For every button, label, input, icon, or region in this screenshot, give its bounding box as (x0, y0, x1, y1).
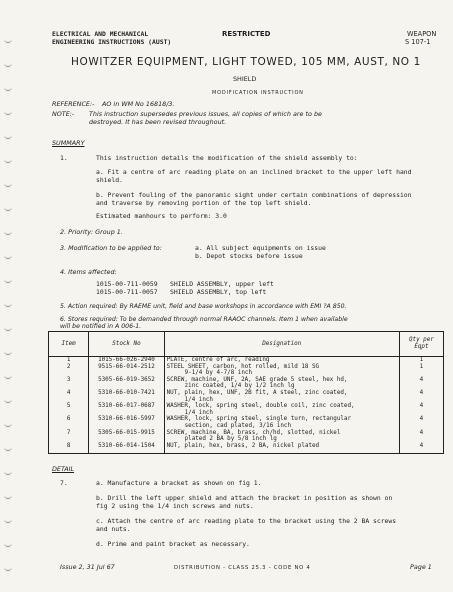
binding-hole (4, 326, 12, 331)
designation-line: NUT, plain, hex, UNF, 2B fit, A steel, zinc coated, (166, 389, 348, 396)
cell-stock: 5310-66-010-7421 (89, 390, 164, 403)
cell-designation (164, 416, 399, 429)
cell-qty: 4 (399, 416, 443, 429)
binding-hole (4, 254, 12, 259)
para7-c-line1: c. Attach the centre of arc reading plate to the bracket using the 2 BA screws (96, 517, 397, 525)
designation-line: WASHER, lock, spring steel, double coil, zinc coated, (166, 403, 355, 410)
para1-manhours: Estimated manhours to perform: 3.0 (96, 212, 227, 220)
designation-line: STEEL SHEET, carbon, hot rolled, mild 18 SG (166, 363, 320, 370)
detail-heading: DETAIL (52, 465, 75, 473)
designation-line: 9-1/4 by 4-7/8 inch (184, 370, 252, 377)
note-label: NOTE:- (52, 110, 75, 118)
cell-item: 2 (49, 364, 89, 377)
cell-item: 6 (49, 416, 89, 429)
cell-designation (164, 390, 399, 403)
cell-stock: 5310-66-016-5997 (89, 416, 164, 429)
footer-distribution: DISTRIBUTION - CLASS 25.3 - CODE NO 4 (174, 565, 311, 571)
binding-hole (4, 422, 12, 427)
page-title: HOWITZER EQUIPMENT, LIGHT TOWED, 105 MM, AUST, NO 1 (71, 56, 421, 68)
cell-qty: 4 (399, 443, 443, 454)
binding-hole (4, 398, 12, 403)
header-org-line1: ELECTRICAL AND MECHANICAL (52, 30, 149, 38)
stores-table (48, 331, 444, 454)
designation-line: WASHER, lock, spring steel, single turn, rectangular (166, 416, 352, 423)
col-header-qty (399, 332, 443, 357)
table-row (49, 364, 444, 377)
table-row (49, 443, 444, 454)
reference-text: AO in WM No 16818/3. (102, 100, 175, 108)
cell-item: 4 (49, 390, 89, 403)
binding-hole (4, 302, 12, 307)
header-classification: RESTRICTED (222, 30, 271, 38)
table-header-row (49, 332, 444, 357)
col-header-qty-line1: Qty per (409, 337, 434, 344)
binding-hole (4, 230, 12, 235)
cell-designation (164, 364, 399, 377)
cell-item: 7 (49, 430, 89, 443)
para1-a-line1: a. Fit a centre of arc reading plate on an inclined bracket to the upper left hand (96, 168, 412, 176)
para4-desc-1: SHIELD ASSEMBLY, upper left (170, 280, 274, 288)
header-ref: S 107-1 (405, 38, 431, 46)
col-header-qty-line2: Eqpt (414, 344, 429, 350)
table-row (49, 377, 444, 390)
designation-line: PLATE, centre of arc, reading (166, 357, 270, 363)
para4-stock-1: 1015-00-711-0059 (96, 280, 158, 288)
para1-number: 1. (60, 154, 68, 162)
para7-c-line2: and nuts. (96, 525, 131, 533)
cell-stock: 1015-66-026-2940 (89, 357, 164, 364)
para3-a: a. All subject equipments on issue (195, 244, 326, 252)
para4-stock-2: 1015-00-711-0057 (96, 288, 158, 296)
col-header-stock: Stock No (89, 332, 164, 357)
binding-hole (4, 182, 12, 187)
binding-hole (4, 110, 12, 115)
cell-qty: 4 (399, 430, 443, 443)
designation-line: NUT, plain, hex, brass, 2 BA, nickel plated (166, 442, 320, 449)
header-category: WEAPON (407, 30, 437, 38)
table-row (49, 403, 444, 416)
binding-hole (4, 446, 12, 451)
para4-desc-2: SHIELD ASSEMBLY, top left (170, 288, 267, 296)
binding-hole (4, 350, 12, 355)
col-header-designation: Designation (164, 332, 399, 357)
para7-d: d. Prime and paint bracket as necessary. (96, 540, 250, 548)
reference-label: REFERENCE:- (52, 100, 95, 108)
page-subtitle: SHIELD (233, 75, 257, 83)
para1-b-line2: and traverse by removing portion of the top left shield. (96, 199, 312, 207)
designation-line: SCREW, machine, UNF, 2A, SAE grade 5 steel, hex hd, (166, 376, 348, 383)
summary-heading: SUMMARY (52, 139, 85, 147)
cell-qty: 4 (399, 390, 443, 403)
cell-stock: 5305-66-019-3652 (89, 377, 164, 390)
binding-hole (4, 470, 12, 475)
designation-line: 1/4 inch (184, 409, 213, 416)
table-row (49, 357, 444, 364)
para7-number: 7. (60, 479, 68, 487)
designation-line: plated 2 BA by 5/8 inch lg (184, 436, 277, 443)
table-row (49, 390, 444, 403)
binding-holes (0, 0, 16, 592)
cell-stock: 5310-66-017-0687 (89, 403, 164, 416)
designation-line: section, cad plated, 3/16 inch (184, 422, 292, 429)
para4-label: 4. Items affected: (60, 268, 117, 276)
cell-item: 1 (49, 357, 89, 364)
designation-line: 1/4 inch (184, 396, 213, 403)
cell-item: 5 (49, 403, 89, 416)
page-subsubtitle: MODIFICATION INSTRUCTION (212, 90, 304, 96)
cell-qty: 4 (399, 377, 443, 390)
binding-hole (4, 518, 12, 523)
binding-hole (4, 158, 12, 163)
col-header-item: Item (49, 332, 89, 357)
para1-a-line2: shield. (96, 176, 123, 184)
binding-hole (4, 542, 12, 547)
note-line2: destroyed. It has been revised throughout. (89, 118, 227, 126)
binding-hole (4, 38, 12, 43)
table-row (49, 430, 444, 443)
binding-hole (4, 278, 12, 283)
para3-b: b. Depot stocks before issue (195, 252, 303, 260)
para1-text: This instruction details the modification of the shield assembly to: (96, 154, 358, 162)
cell-qty: 1 (399, 357, 443, 364)
binding-hole (4, 374, 12, 379)
binding-hole (4, 134, 12, 139)
note-line1: This instruction supersedes previous issues, all copies of which are to be (89, 110, 322, 118)
para6-line1: 6. Stores required: To be demanded through normal RAAOC channels. Item 1 when available (60, 316, 348, 323)
para1-b-line1: b. Prevent fouling of the panoramic sight under certain combinations of depression (96, 191, 412, 199)
para7-b-line2: fig 2 using the 1/4 inch screws and nuts. (96, 502, 254, 510)
table-row (49, 416, 444, 429)
para6-line2: will be notified in A 006-1. (60, 323, 142, 330)
designation-line: zinc coated, 1/4 by 1/2 inch lg (184, 383, 295, 390)
binding-hole (4, 494, 12, 499)
cell-item: 3 (49, 377, 89, 390)
footer-issue: Issue 2, 31 Jul 67 (60, 563, 115, 571)
binding-hole (4, 566, 12, 571)
binding-hole (4, 62, 12, 67)
cell-designation (164, 443, 399, 454)
header-org-line2: ENGINEERING INSTRUCTIONS (AUST) (52, 38, 172, 46)
binding-hole (4, 206, 12, 211)
binding-hole (4, 86, 12, 91)
cell-item: 8 (49, 443, 89, 454)
cell-designation (164, 377, 399, 390)
para3-label: 3. Modification to be applied to: (60, 244, 162, 252)
para2-priority: 2. Priority: Group 1. (60, 228, 123, 236)
cell-stock: 5305-66-015-9915 (89, 430, 164, 443)
para5-action: 5. Action required: By RAEME unit, field and base workshops in accordance with EMI ?A 850. (60, 303, 347, 310)
para7-a: a. Manufacture a bracket as shown on fig 1. (96, 479, 262, 487)
cell-stock: 9515-66-014-2512 (89, 364, 164, 377)
cell-designation (164, 430, 399, 443)
footer-page: Page 1 (410, 563, 432, 571)
cell-designation (164, 357, 399, 364)
cell-designation (164, 403, 399, 416)
cell-qty: 1 (399, 364, 443, 377)
cell-qty: 4 (399, 403, 443, 416)
cell-stock: 5310-66-014-1504 (89, 443, 164, 454)
para7-b-line1: b. Drill the left upper shield and attach the bracket in position as shown on (96, 494, 393, 502)
designation-line: SCREW, machine, BA, brass, ch/hd, slotted, nickel (166, 429, 341, 436)
